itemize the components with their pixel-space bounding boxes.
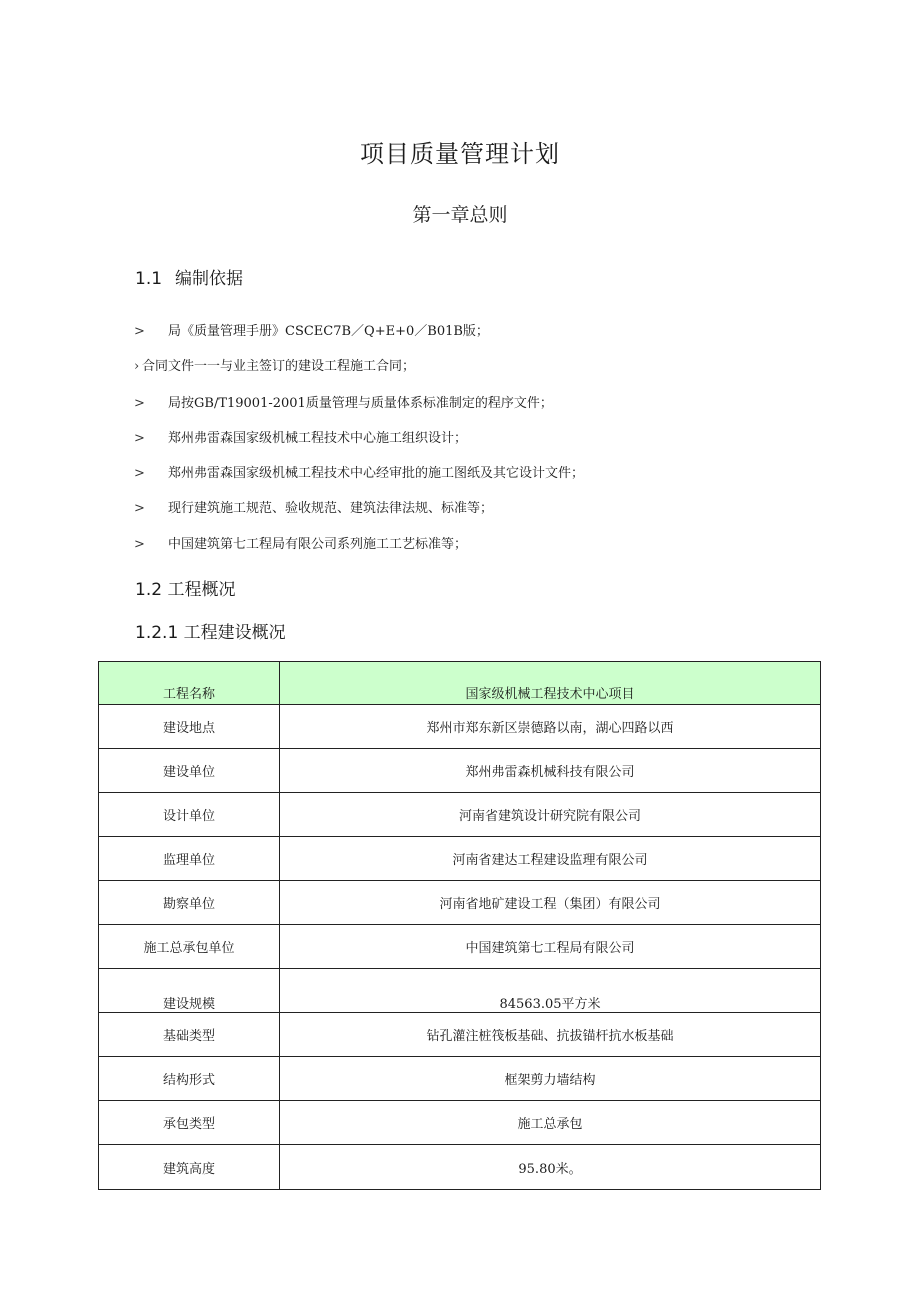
table-cell-key: 结构形式 <box>99 1057 280 1101</box>
section-heading-1-2-1: 1.2.1 工程建设概况 <box>135 623 286 643</box>
table-cell-key: 建设规模 <box>99 969 280 1013</box>
list-item <box>134 533 467 552</box>
list-item <box>134 392 553 411</box>
table-row <box>99 925 821 969</box>
table-row <box>99 837 821 881</box>
table-cell-value: 84563.05平方米 <box>280 969 821 1013</box>
table-cell-value: 河南省建达工程建设监理有限公司 <box>280 837 821 881</box>
section-title: 编制依据 <box>175 269 243 289</box>
list-item <box>134 427 467 446</box>
table-cell-key: 建设地点 <box>99 705 280 749</box>
table-row <box>99 1101 821 1145</box>
table-cell-value: 施工总承包 <box>280 1101 821 1145</box>
list-item-text: 郑州弗雷森国家级机械工程技术中心施工组织设计； <box>168 431 468 446</box>
bullet-marker: > <box>134 501 145 516</box>
list-item <box>134 497 493 516</box>
table-header-row <box>99 662 821 705</box>
section-heading-1-1 <box>135 264 243 289</box>
document-title: 项目质量管理计划 <box>360 140 560 168</box>
table-cell-key: 工程名称 <box>99 662 280 705</box>
table-cell-key: 设计单位 <box>99 793 280 837</box>
bullet-marker: > <box>134 466 145 481</box>
table-cell-value: 框架剪力墙结构 <box>280 1057 821 1101</box>
list-item <box>134 462 584 481</box>
table-cell-key: 建设单位 <box>99 749 280 793</box>
bullet-marker: > <box>134 537 145 552</box>
table-row <box>99 793 821 837</box>
list-item-text: 局按GB/T19001-2001质量管理与质量体系标准制定的程序文件； <box>168 396 553 411</box>
table-cell-value: 国家级机械工程技术中心项目 <box>280 662 821 705</box>
list-item-text: 合同文件一一与业主签订的建设工程施工合同； <box>142 359 416 374</box>
table-cell-key: 施工总承包单位 <box>99 925 280 969</box>
table-row <box>99 749 821 793</box>
table-row <box>99 1013 821 1057</box>
section-heading-1-2: 1.2 工程概况 <box>135 580 236 600</box>
project-overview-table <box>98 661 821 1190</box>
bullet-marker: > <box>134 431 145 446</box>
table-row <box>99 1057 821 1101</box>
bullet-marker: > <box>134 324 145 339</box>
bullet-marker: › <box>134 359 140 374</box>
table-cell-value: 郑州弗雷森机械科技有限公司 <box>280 749 821 793</box>
table-cell-value: 95.80米。 <box>280 1145 821 1190</box>
table-cell-key: 勘察单位 <box>99 881 280 925</box>
table-row <box>99 1145 821 1190</box>
list-item <box>134 320 489 339</box>
section-number: 1.1 <box>135 269 163 289</box>
table-cell-value: 中国建筑第七工程局有限公司 <box>280 925 821 969</box>
table-cell-value: 郑州市郑东新区崇德路以南，湖心四路以西 <box>280 705 821 749</box>
table-row <box>99 969 821 1013</box>
list-item <box>134 355 415 374</box>
bullet-marker: > <box>134 396 145 411</box>
table-cell-key: 承包类型 <box>99 1101 280 1145</box>
table-cell-value: 河南省地矿建设工程（集团）有限公司 <box>280 881 821 925</box>
table-cell-value: 河南省建筑设计研究院有限公司 <box>280 793 821 837</box>
table-cell-key: 监理单位 <box>99 837 280 881</box>
list-item-text: 现行建筑施工规范、验收规范、建筑法律法规、标准等； <box>168 501 494 516</box>
list-item-text: 郑州弗雷森国家级机械工程技术中心经审批的施工图纸及其它设计文件； <box>168 466 585 481</box>
list-item-text: 局《质量管理手册》CSCEC7B／Q+E+0／B01B版； <box>168 324 489 339</box>
table-cell-key: 建筑高度 <box>99 1145 280 1190</box>
table-row <box>99 881 821 925</box>
list-item-text: 中国建筑第七工程局有限公司系列施工工艺标准等； <box>168 537 468 552</box>
table-row <box>99 705 821 749</box>
chapter-heading: 第一章总则 <box>412 204 508 226</box>
table-cell-value: 钻孔灌注桩筏板基础、抗拔锚杆抗水板基础 <box>280 1013 821 1057</box>
table-cell-key: 基础类型 <box>99 1013 280 1057</box>
